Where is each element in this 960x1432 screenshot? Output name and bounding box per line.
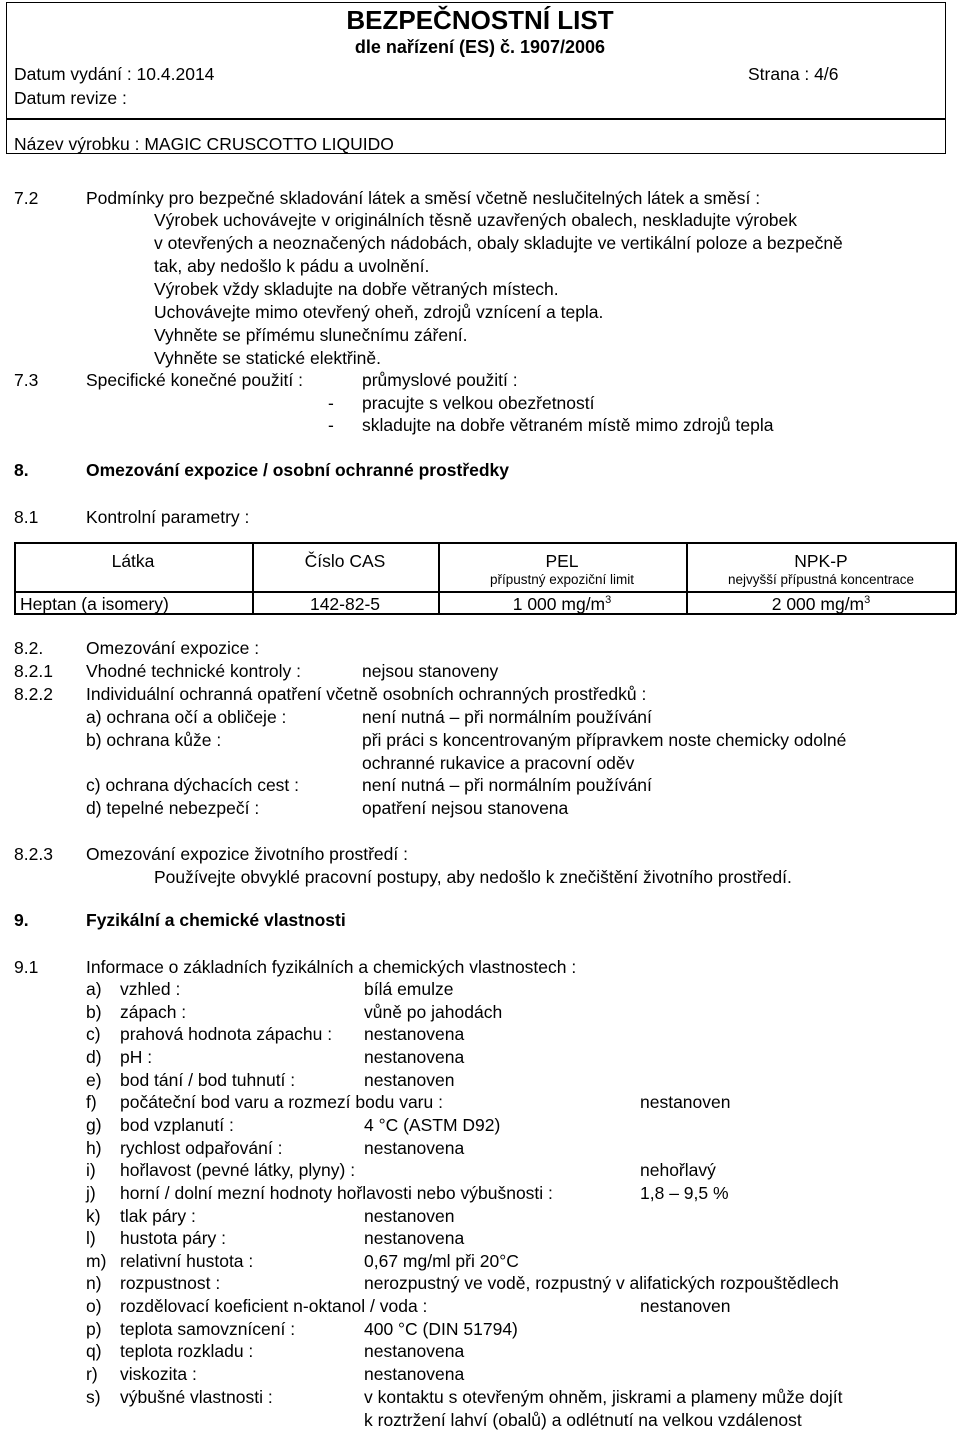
property-key: d) (86, 1047, 102, 1067)
property-key: o) (86, 1296, 102, 1316)
section-7-2-number: 7.2 (14, 188, 39, 208)
property-label: relativní hustota : (120, 1251, 254, 1271)
property-label: vzhled : (120, 979, 181, 999)
property-value: v kontaktu s otevřeným ohněm, jiskrami a plameny může dojít (364, 1387, 843, 1407)
property-label: tlak páry : (120, 1206, 196, 1226)
document-title: BEZPEČNOSTNÍ LIST (346, 5, 614, 35)
property-key: e) (86, 1070, 102, 1090)
property-value: nestanovena (364, 1228, 465, 1248)
section-8-2-2-title: Individuální ochranná opatření včetně osobních ochranných prostředků : (86, 684, 647, 704)
property-label: teplota samovznícení : (120, 1319, 296, 1339)
property-value: nestanovena (364, 1047, 465, 1067)
ppe-value: při práci s koncentrovaným přípravkem noste chemicky odolné (362, 730, 847, 750)
ppe-value: není nutná – při normálním používání (362, 707, 652, 727)
property-key: a) (86, 979, 102, 999)
section-9-number: 9. (14, 910, 29, 930)
table-border (14, 542, 956, 544)
ppe-value: opatření nejsou stanovena (362, 798, 569, 818)
section-8-1-number: 8.1 (14, 507, 39, 527)
product-name: Název výrobku : MAGIC CRUSCOTTO LIQUIDO (14, 134, 394, 154)
property-value: bílá emulze (364, 979, 454, 999)
section-8-2-1-label: Vhodné technické kontroly : (86, 661, 301, 681)
section-8-2-3-number: 8.2.3 (14, 844, 53, 864)
pel-value: 1 000 mg/m (512, 594, 606, 614)
property-label: bod vzplanutí : (120, 1115, 234, 1135)
property-value-continued: k roztržení lahví (obalů) a odlétnutí na velkou vzdálenost (364, 1410, 802, 1430)
table-cell-cas: 142-82-5 (309, 594, 381, 614)
section-8-2-number: 8.2. (14, 638, 44, 658)
issue-date: Datum vydání : 10.4.2014 (14, 64, 215, 84)
property-value: nestanovena (364, 1341, 465, 1361)
property-key: f) (86, 1092, 97, 1112)
property-label: prahová hodnota zápachu : (120, 1024, 333, 1044)
section-7-3-number: 7.3 (14, 370, 39, 390)
property-label: viskozita : (120, 1364, 197, 1384)
property-key: p) (86, 1319, 102, 1339)
property-label: hustota páry : (120, 1228, 227, 1248)
section-7-3-label: Specifické konečné použití : (86, 370, 303, 390)
section-7-2-line: v otevřených a neoznačených nádobách, obaly skladujte ve vertikální poloze a bezpečně (154, 233, 843, 253)
property-label: bod tání / bod tuhnutí : (120, 1070, 296, 1090)
property-value: 1,8 – 9,5 % (640, 1183, 729, 1203)
table-cell-npk (686, 593, 956, 615)
property-label: teplota rozkladu : (120, 1341, 254, 1361)
section-8-2-1-number: 8.2.1 (14, 661, 53, 681)
page-number: Strana : 4/6 (748, 64, 839, 84)
section-8-2-title: Omezování expozice : (86, 638, 260, 658)
property-value: nerozpustný ve vodě, rozpustný v alifatických rozpouštědlech (364, 1273, 839, 1293)
property-label: rozpustnost : (120, 1273, 221, 1293)
bullet-dash: - (328, 415, 334, 435)
section-7-3-item: skladujte na dobře větraném místě mimo zdrojů tepla (362, 415, 774, 435)
property-value: nestanoven (364, 1206, 455, 1226)
ppe-value-continued: ochranné rukavice a pracovní oděv (362, 753, 635, 773)
property-key: c) (86, 1024, 101, 1044)
property-key: s) (86, 1387, 101, 1407)
section-7-2-line: Výrobek vždy skladujte na dobře větraných místech. (154, 279, 559, 299)
ppe-label: b) ochrana kůže : (86, 730, 222, 750)
property-key: r) (86, 1364, 98, 1384)
section-8-1-title: Kontrolní parametry : (86, 507, 250, 527)
property-value: nestanovena (364, 1138, 465, 1158)
property-key: n) (86, 1273, 102, 1293)
property-label: hořlavost (pevné látky, plyny) : (120, 1160, 356, 1180)
property-value: 0,67 mg/ml při 20°C (364, 1251, 519, 1271)
property-label: počáteční bod varu a rozmezí bodu varu : (120, 1092, 443, 1112)
section-7-2-line: Vyhněte se statické elektřině. (154, 348, 381, 368)
property-key: k) (86, 1206, 101, 1226)
property-label: pH : (120, 1047, 153, 1067)
table-header-cas: Číslo CAS (304, 551, 386, 571)
property-value: 400 °C (DIN 51794) (364, 1319, 518, 1339)
section-8-title: Omezování expozice / osobní ochranné prostředky (86, 460, 510, 480)
section-7-3-item: pracujte s velkou obezřetností (362, 393, 595, 413)
section-9-1-title: Informace o základních fyzikálních a chemických vlastnostech : (86, 957, 577, 977)
ppe-label: d) tepelné nebezpečí : (86, 798, 260, 818)
property-value: nestanovena (364, 1364, 465, 1384)
section-8-2-3-title: Omezování expozice životního prostředí : (86, 844, 408, 864)
property-key: l) (86, 1228, 96, 1248)
property-value: nestanoven (640, 1092, 731, 1112)
section-7-2-line: tak, aby nedošlo k pádu a uvolnění. (154, 256, 430, 276)
section-8-2-3-text: Používejte obvyklé pracovní postupy, aby nedošlo k znečištění životního prostředí. (154, 867, 792, 887)
property-value: nestanovena (364, 1024, 465, 1044)
document-subtitle: dle nařízení (ES) č. 1907/2006 (354, 37, 606, 57)
section-9-title: Fyzikální a chemické vlastnosti (86, 910, 346, 930)
table-header-substance: Látka (111, 551, 155, 571)
section-7-3-value: průmyslové použití : (362, 370, 518, 390)
property-key: i) (86, 1160, 96, 1180)
property-value: vůně po jahodách (364, 1002, 503, 1022)
table-header-pel: PEL (545, 551, 579, 571)
table-subheader-npk: nejvyšší přípustná koncentrace (727, 572, 915, 587)
property-key: j) (86, 1183, 96, 1203)
revision-date: Datum revize : (14, 88, 127, 108)
ppe-value: není nutná – při normálním používání (362, 775, 652, 795)
property-value: nestanoven (640, 1296, 731, 1316)
section-7-2-heading: Podmínky pro bezpečné skladování látek a směsí včetně neslučitelných látek a směsí : (86, 188, 761, 208)
ppe-label: c) ochrana dýchacích cest : (86, 775, 300, 795)
property-label: horní / dolní mezní hodnoty hořlavosti nebo výbušnosti : (120, 1183, 553, 1203)
table-cell-substance: Heptan (a isomery) (20, 594, 169, 614)
property-label: výbušné vlastnosti : (120, 1387, 273, 1407)
property-value: nestanoven (364, 1070, 455, 1090)
property-value: nehořlavý (640, 1160, 716, 1180)
section-7-2-line: Výrobek uchovávejte v originálních těsně uzavřených obalech, neskladujte výrobek (154, 210, 798, 230)
table-subheader-pel: přípustný expoziční limit (489, 572, 635, 587)
section-7-2-line: Uchovávejte mimo otevřený oheň, zdrojů vznícení a tepla. (154, 302, 604, 322)
property-label: zápach : (120, 1002, 187, 1022)
table-cell-pel (438, 593, 686, 615)
property-key: m) (86, 1251, 107, 1271)
section-9-1-number: 9.1 (14, 957, 39, 977)
section-7-2-line: Vyhněte se přímému slunečnímu záření. (154, 325, 468, 345)
section-8-2-1-value: nejsou stanoveny (362, 661, 499, 681)
section-8-2-2-number: 8.2.2 (14, 684, 53, 704)
bullet-dash: - (328, 393, 334, 413)
header-divider (6, 118, 946, 120)
ppe-label: a) ochrana očí a obličeje : (86, 707, 287, 727)
unit-superscript: 3 (605, 594, 612, 606)
property-label: rozdělovací koeficient n-oktanol / voda : (120, 1296, 428, 1316)
property-key: g) (86, 1115, 102, 1135)
section-8-number: 8. (14, 460, 29, 480)
table-header-npk: NPK-P (794, 551, 848, 571)
property-key: q) (86, 1341, 102, 1361)
property-label: rychlost odpařování : (120, 1138, 283, 1158)
property-value: 4 °C (ASTM D92) (364, 1115, 501, 1135)
unit-superscript: 3 (864, 594, 871, 606)
property-key: b) (86, 1002, 102, 1022)
npk-value: 2 000 mg/m (771, 594, 865, 614)
property-key: h) (86, 1138, 102, 1158)
